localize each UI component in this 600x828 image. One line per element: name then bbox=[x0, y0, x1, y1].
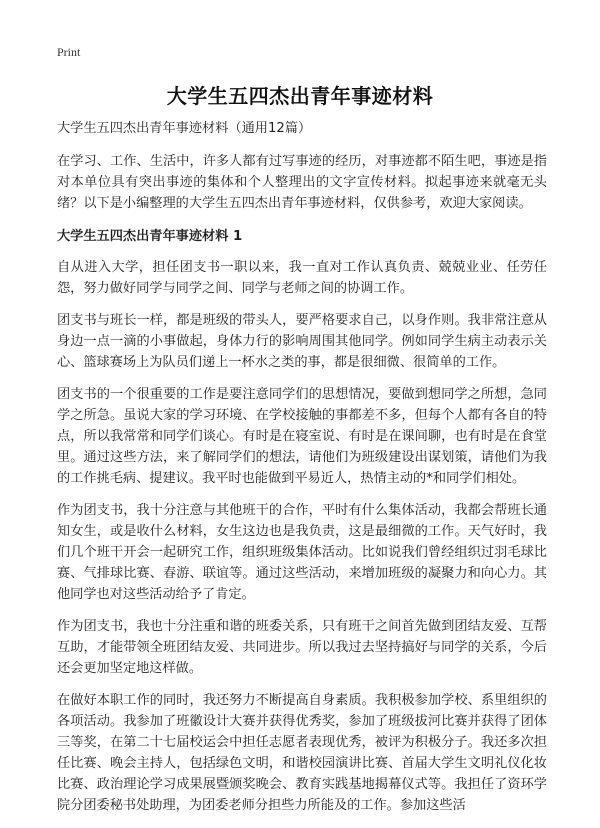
section-heading: 大学生五四杰出青年事迹材料 1 bbox=[57, 229, 243, 244]
intro-paragraph: 在学习、工作、生活中，许多人都有过写事迹的经历，对事迹都不陌生吧，事迹是指对本单位具有突出事迹的集体和个人整理出的文字宣传材料。拟起事迹来就毫无头绪？以下是小编整理的大学生五四杰出青年事迹材料，仅供参考，欢迎大家阅读。 bbox=[57, 154, 547, 211]
document-body bbox=[57, 118, 547, 827]
document-subtitle: 大学生五四杰出青年事迹材料（通用12篇） bbox=[57, 121, 312, 136]
print-link[interactable]: Print bbox=[57, 45, 81, 59]
body-paragraph: 作为团支书，我也十分注重和谐的班委关系，只有班干之间首先做到团结友爱、互帮互助，才能带领全班团结友爱、共同进步。所以我过去坚持搞好与同学的关系，今后还会更加坚定地这样做。 bbox=[57, 619, 547, 676]
body-paragraph: 团支书与班长一样，都是班级的带头人，要严格要求自己，以身作则。我非常注意从身边一点一滴的小事做起，身体力行的影响周围其他同学。例如同学生病主动表示关心、篮球赛场上为队员们递上一杯水之类的事，都是很细微、很简单的工作。 bbox=[57, 313, 547, 370]
page-title: 大学生五四杰出青年事迹材料 bbox=[166, 84, 434, 108]
body-paragraph: 在做好本职工作的同时，我还努力不断提高自身素质。我积极参加学校、系里组织的各项活动。我参加了班徽设计大赛并获得优秀奖，参加了班级拔河比赛并获得了团体三等奖，在第二十七届校运会中担任志愿者表现优秀，被评为积极分子。我还多次担任比赛、晚会主持人，包括绿色文明，和谐校园演讲比赛、首届大学生文明礼仪化妆比赛、政治理论学习成果展暨颁奖晚会、教育实践基地揭幕仪式等。我担任了资环学院分团委秘书处助理，为团委老师分担些力所能及的工作。参加这些活 bbox=[57, 693, 547, 813]
body-paragraph: 作为团支书，我十分注意与其他班干的合作，平时有什么集体活动，我都会帮班长通知女生，或是收什么材料，女生这边也是我负责，这是最细微的工作。天气好时，我们几个班干开会一起研究工作，组织班级集体活动。比如说我们曾经组织过羽毛球比赛、气排球比赛、春游、联谊等。通过这些活动，来增加班级的凝聚力和向心力。其他同学也对这些活动给予了肯定。 bbox=[57, 503, 547, 602]
body-paragraph: 自从进入大学，担任团支书一职以来，我一直对工作认真负责、兢兢业业、任劳任怨，努力做好同学与同学之间、同学与老师之间的协调工作。 bbox=[57, 260, 547, 296]
body-paragraph: 团支书的一个很重要的工作是要注意同学们的思想情况，要做到想同学之所想，急同学之所急。虽说大家的学习环境、在学校接触的事都差不多，但每个人都有各自的特点，所以我常常和同学们谈心。有时是在寝室说、有时是在课间聊，也有时是在食堂里。通过这些方法，来了解同学们的想法，请他们为班级建设出谋划策，请他们为我的工作挑毛病、提建议。我平时也能做到平易近人，热情主动的*和同学们相处。 bbox=[57, 387, 547, 486]
